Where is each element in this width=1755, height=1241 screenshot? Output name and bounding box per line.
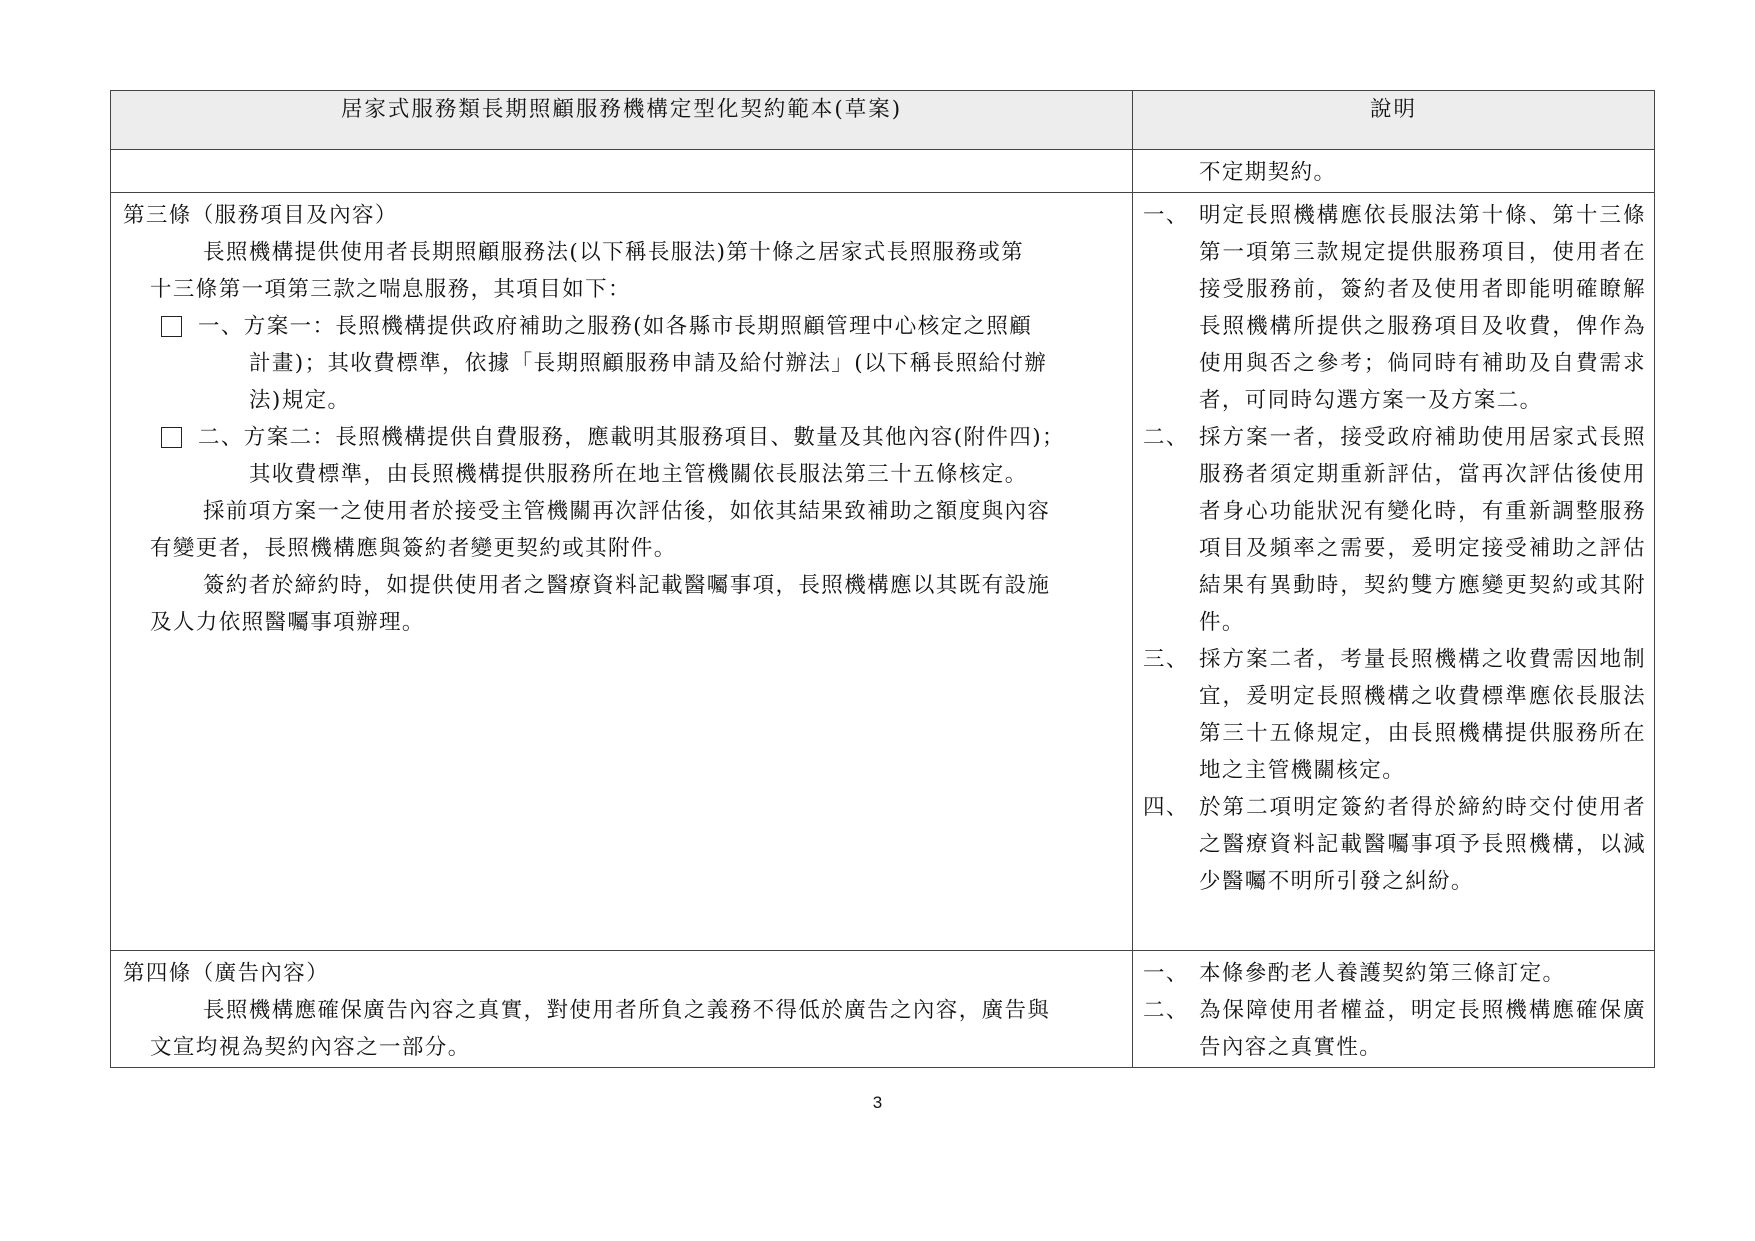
option1-line3: 法)規定。 — [249, 388, 351, 413]
row0-left-cell — [111, 150, 1133, 193]
header-contract-title: 居家式服務類長期照顧服務機構定型化契約範本(草案) — [111, 91, 1133, 150]
note-text: 明定長照機構應依長服法第十條、第十三條第一項第三款規定提供服務項目，使用者在接受服務前，簽約者及使用者即能明確瞭解長照機構所提供之服務項目及收費，俾作為使用與否之參考；倘同時有補助及自費需求者，可同時勾選方案一及方案二。 — [1199, 203, 1646, 413]
option2-line2: 其收費標準，由長照機構提供服務所在地主管機關依長服法第三十五條核定。 — [249, 462, 1028, 487]
note-text: 於第二項明定簽約者得於締約時交付使用者之醫療資料記載醫囑事項予長照機構，以減少醫囑不明所引發之糾紛。 — [1199, 795, 1646, 894]
article4-notes-cell — [1133, 951, 1655, 1068]
article3-cell — [111, 193, 1133, 951]
note-item — [1143, 789, 1646, 900]
article3-para3-line2: 及人力依照醫囑事項辦理。 — [150, 610, 425, 635]
note-number: 二、 — [1143, 425, 1189, 450]
article4-cell — [111, 951, 1133, 1068]
article4-title: 第四條（廣告內容） — [123, 961, 330, 986]
note-text: 本條參酌老人養護契約第三條訂定。 — [1199, 961, 1566, 986]
table-row — [111, 150, 1655, 193]
article3-notes-cell — [1133, 193, 1655, 951]
note-number: 一、 — [1143, 203, 1189, 228]
option1-checkbox[interactable] — [161, 316, 182, 337]
article4-line2: 文宣均視為契約內容之一部分。 — [150, 1035, 471, 1060]
article3-para3-line1: 簽約者於締約時，如提供使用者之醫療資料記載醫囑事項，長照機構應以其既有設施 — [203, 573, 1051, 598]
note-number: 三、 — [1143, 647, 1189, 672]
article3-intro-line1: 長照機構提供使用者長期照顧服務法(以下稱長服法)第十條之居家式長照服務或第 — [203, 240, 1025, 265]
option2-row — [123, 419, 1120, 456]
contract-table — [110, 90, 1655, 1068]
note-text: 採方案二者，考量長照機構之收費需因地制宜，爰明定長照機構之收費標準應依長服法第三十五條規定，由長照機構提供服務所在地之主管機關核定。 — [1199, 647, 1646, 783]
page-number: 3 — [872, 1093, 883, 1112]
article3-para2-line2: 有變更者，長照機構應與簽約者變更契約或其附件。 — [150, 536, 677, 561]
note-item — [1143, 197, 1646, 419]
article3-para2-line1: 採前項方案一之使用者於接受主管機關再次評估後，如依其結果致補助之額度與內容 — [203, 499, 1051, 524]
option1-row — [123, 308, 1120, 345]
header-explanation: 說明 — [1133, 91, 1655, 150]
note-text: 為保障使用者權益，明定長照機構應確保廣告內容之真實性。 — [1199, 998, 1646, 1060]
article3-intro-line2: 十三條第一項第三款之喘息服務，其項目如下： — [150, 277, 631, 302]
note-number: 二、 — [1143, 998, 1189, 1023]
note-text: 採方案一者，接受政府補助使用居家式長照服務者須定期重新評估，當再次評估後使用者身心功能狀況有變化時，有重新調整服務項目及頻率之需要，爰明定接受補助之評估結果有異動時，契約雙方應變更契約或其附件。 — [1199, 425, 1646, 635]
note-item — [1143, 641, 1646, 789]
table-row — [111, 951, 1655, 1068]
option2-line1: 二、方案二：長照機構提供自費服務，應載明其服務項目、數量及其他內容(附件四)； — [198, 425, 1065, 450]
note-item — [1143, 419, 1646, 641]
row0-right-cell — [1133, 150, 1655, 193]
note-number: 一、 — [1143, 961, 1189, 986]
note-number: 四、 — [1143, 795, 1189, 820]
table-row — [111, 193, 1655, 951]
note-item — [1143, 955, 1646, 992]
article3-title: 第三條（服務項目及內容） — [123, 203, 398, 228]
row0-note: 不定期契約。 — [1199, 160, 1337, 185]
option1-line1: 一、方案一：長照機構提供政府補助之服務(如各縣市長期照顧管理中心核定之照顧 — [198, 314, 1033, 339]
option1-line2: 計畫)；其收費標準，依據「長期照顧服務申請及給付辦法」(以下稱長照給付辦 — [249, 351, 1048, 376]
option2-checkbox[interactable] — [161, 427, 182, 448]
note-item — [1143, 992, 1646, 1066]
table-header-row — [111, 91, 1655, 150]
article4-line1: 長照機構應確保廣告內容之真實，對使用者所負之義務不得低於廣告之內容，廣告與 — [203, 998, 1051, 1023]
